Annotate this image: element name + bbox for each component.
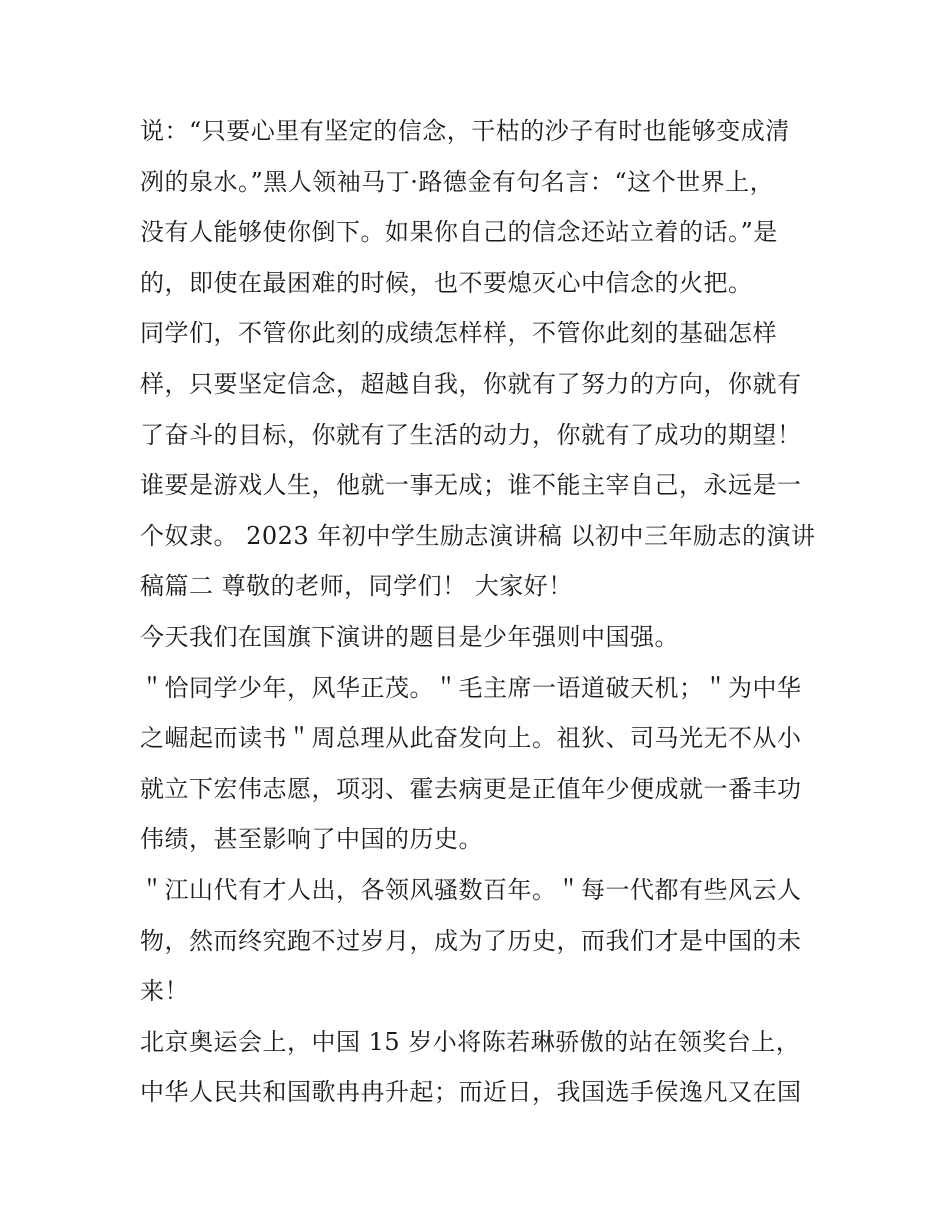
text-line-14: 就立下宏伟志愿，项羽、霍去病更是正值年少便成就一番丰功 <box>140 774 802 803</box>
text-line-9: 个奴隶。 2023 年初中学生励志演讲稿 以初中三年励志的演讲 <box>140 521 816 550</box>
text-line-1: 说：“只要心里有坚定的信念，干枯的沙子有时也能够变成清 <box>140 117 790 145</box>
text-line-11: 今天我们在国旗下演讲的题目是少年强则中国强。 <box>140 622 679 651</box>
text-line-12: ＂恰同学少年，风华正茂。＂毛主席一语道破天机；＂为中华 <box>140 673 802 702</box>
document-body <box>140 106 820 1118</box>
text-line-2: 冽的泉水。”黑人领袖马丁·路德金有句名言：“这个世界上， <box>140 167 775 196</box>
text-line-13: 之崛起而读书＂周总理从此奋发向上。祖狄、司马光无不从小 <box>140 724 802 753</box>
text-line-5: 同学们，不管你此刻的成绩怎样样，不管你此刻的基础怎样 <box>140 319 777 348</box>
text-line-3: 没有人能够使你倒下。如果你自己的信念还站立着的话。”是 <box>140 218 778 247</box>
text-line-8: 谁要是游戏人生，他就一事无成；谁不能主宰自己，永远是一 <box>140 471 802 500</box>
text-line-6: 样，只要坚定信念，超越自我，你就有了努力的方向，你就有 <box>140 369 802 398</box>
text-line-17: 物，然而终究跑不过岁月，成为了历史，而我们才是中国的未 <box>140 926 802 955</box>
text-line-18: 来！ <box>140 977 189 1006</box>
text-line-16: ＂江山代有才人出，各领风骚数百年。＂每一代都有些风云人 <box>140 875 802 904</box>
text-line-4: 的，即使在最困难的时候，也不要熄灭心中信念的火把。 <box>140 268 753 297</box>
text-line-20: 中华人民共和国歌冉冉升起；而近日，我国选手侯逸凡又在国 <box>140 1078 802 1107</box>
text-line-10: 稿篇二 尊敬的老师，同学们！ 大家好！ <box>140 572 573 601</box>
text-line-15: 伟绩，甚至影响了中国的历史。 <box>140 825 483 854</box>
text-line-7: 了奋斗的目标，你就有了生活的动力，你就有了成功的期望！ <box>140 420 802 449</box>
text-line-19: 北京奥运会上，中国 15 岁小将陈若琳骄傲的站在领奖台上， <box>140 1027 801 1056</box>
